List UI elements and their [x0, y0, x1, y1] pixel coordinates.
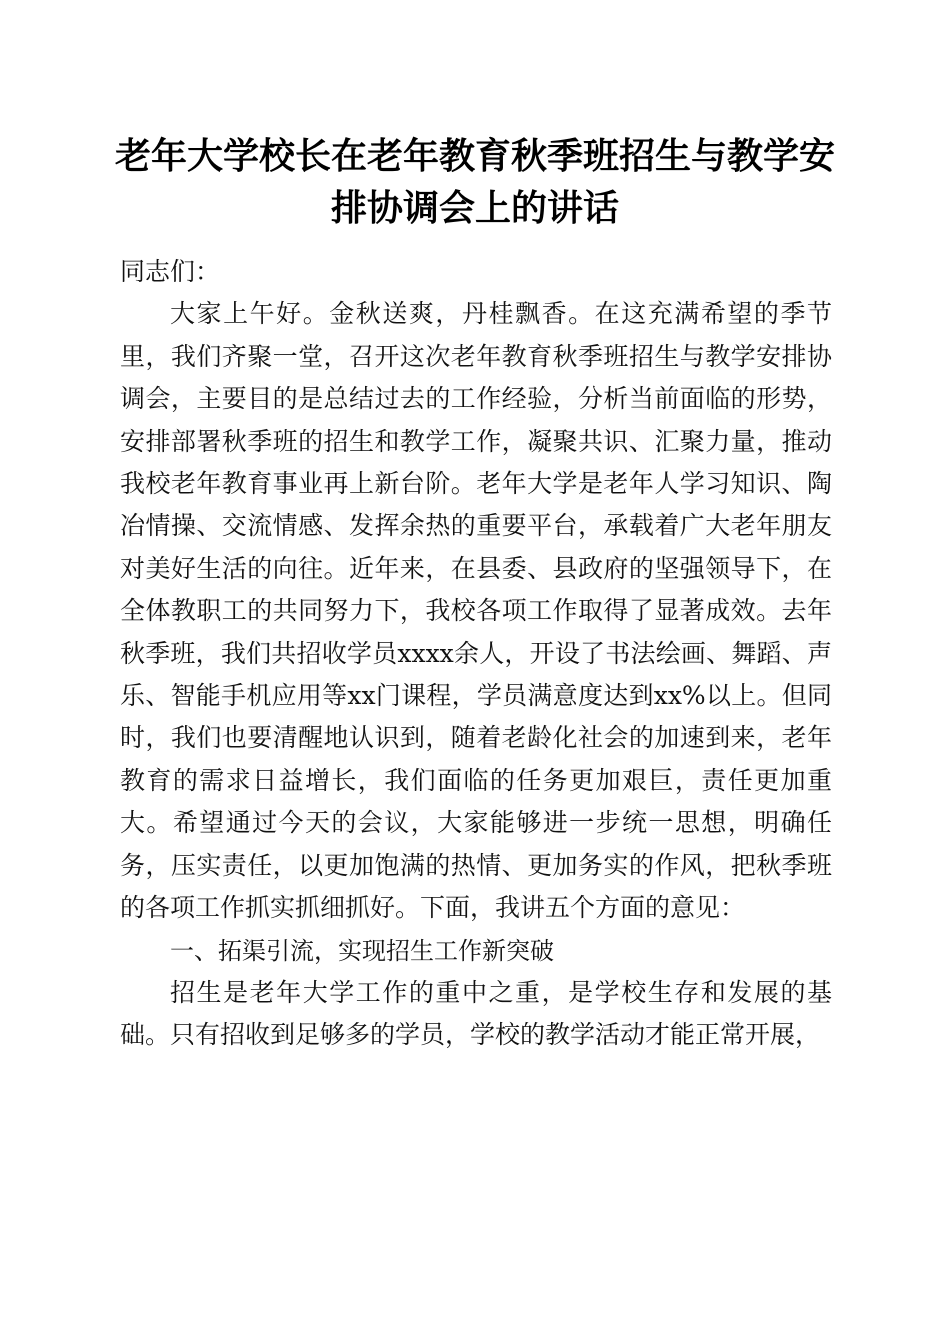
section-heading: 一、拓渠引流，实现招生工作新突破	[170, 936, 554, 965]
opening-paragraph: 大家上午好。金秋送爽，丹桂飘香。在这充满希望的季节里，我们齐聚一堂，召开这次老年教育秋季班招生与教学安排协调会，主要目的是总结过去的工作经验，分析当前面临的形势，安排部署秋季班的招生和教学工作，凝聚共识、汇聚力量，推动我校老年教育事业再上新台阶。老年大学是老年人学习知识、陶冶情操、交流情感、发挥余热的重要平台，承载着广大老年朋友对美好生活的向往。近年来，在县委、县政府的坚强领导下，在全体教职工的共同努力下，我校各项工作取得了显著成效。去年秋季班，我们共招收学员xxxx余人，开设了书法绘画、舞蹈、声乐、智能手机应用等xx门课程，学员满意度达到xx%以上。但同时，我们也要清醒地认识到，随着老龄化社会的加速到来，老年教育的需求日益增长，我们面临的任务更加艰巨，责任更加重大。希望通过今天的会议，大家能够进一步统一思想，明确任务，压实责任，以更加饱满的热情、更加务实的作风，把秋季班的各项工作抓实抓细抓好。下面，我讲五个方面的意见：	[120, 299, 832, 923]
document-title: 老年大学校长在老年教育秋季班招生与教学安排协调会上的讲话	[114, 135, 835, 229]
document-body	[120, 251, 832, 1057]
section-paragraph: 招生是老年大学工作的重中之重，是学校生存和发展的基础。只有招收到足够多的学员，学校的教学活动才能正常开展，	[120, 977, 832, 1050]
salutation: 同志们：	[120, 257, 221, 286]
